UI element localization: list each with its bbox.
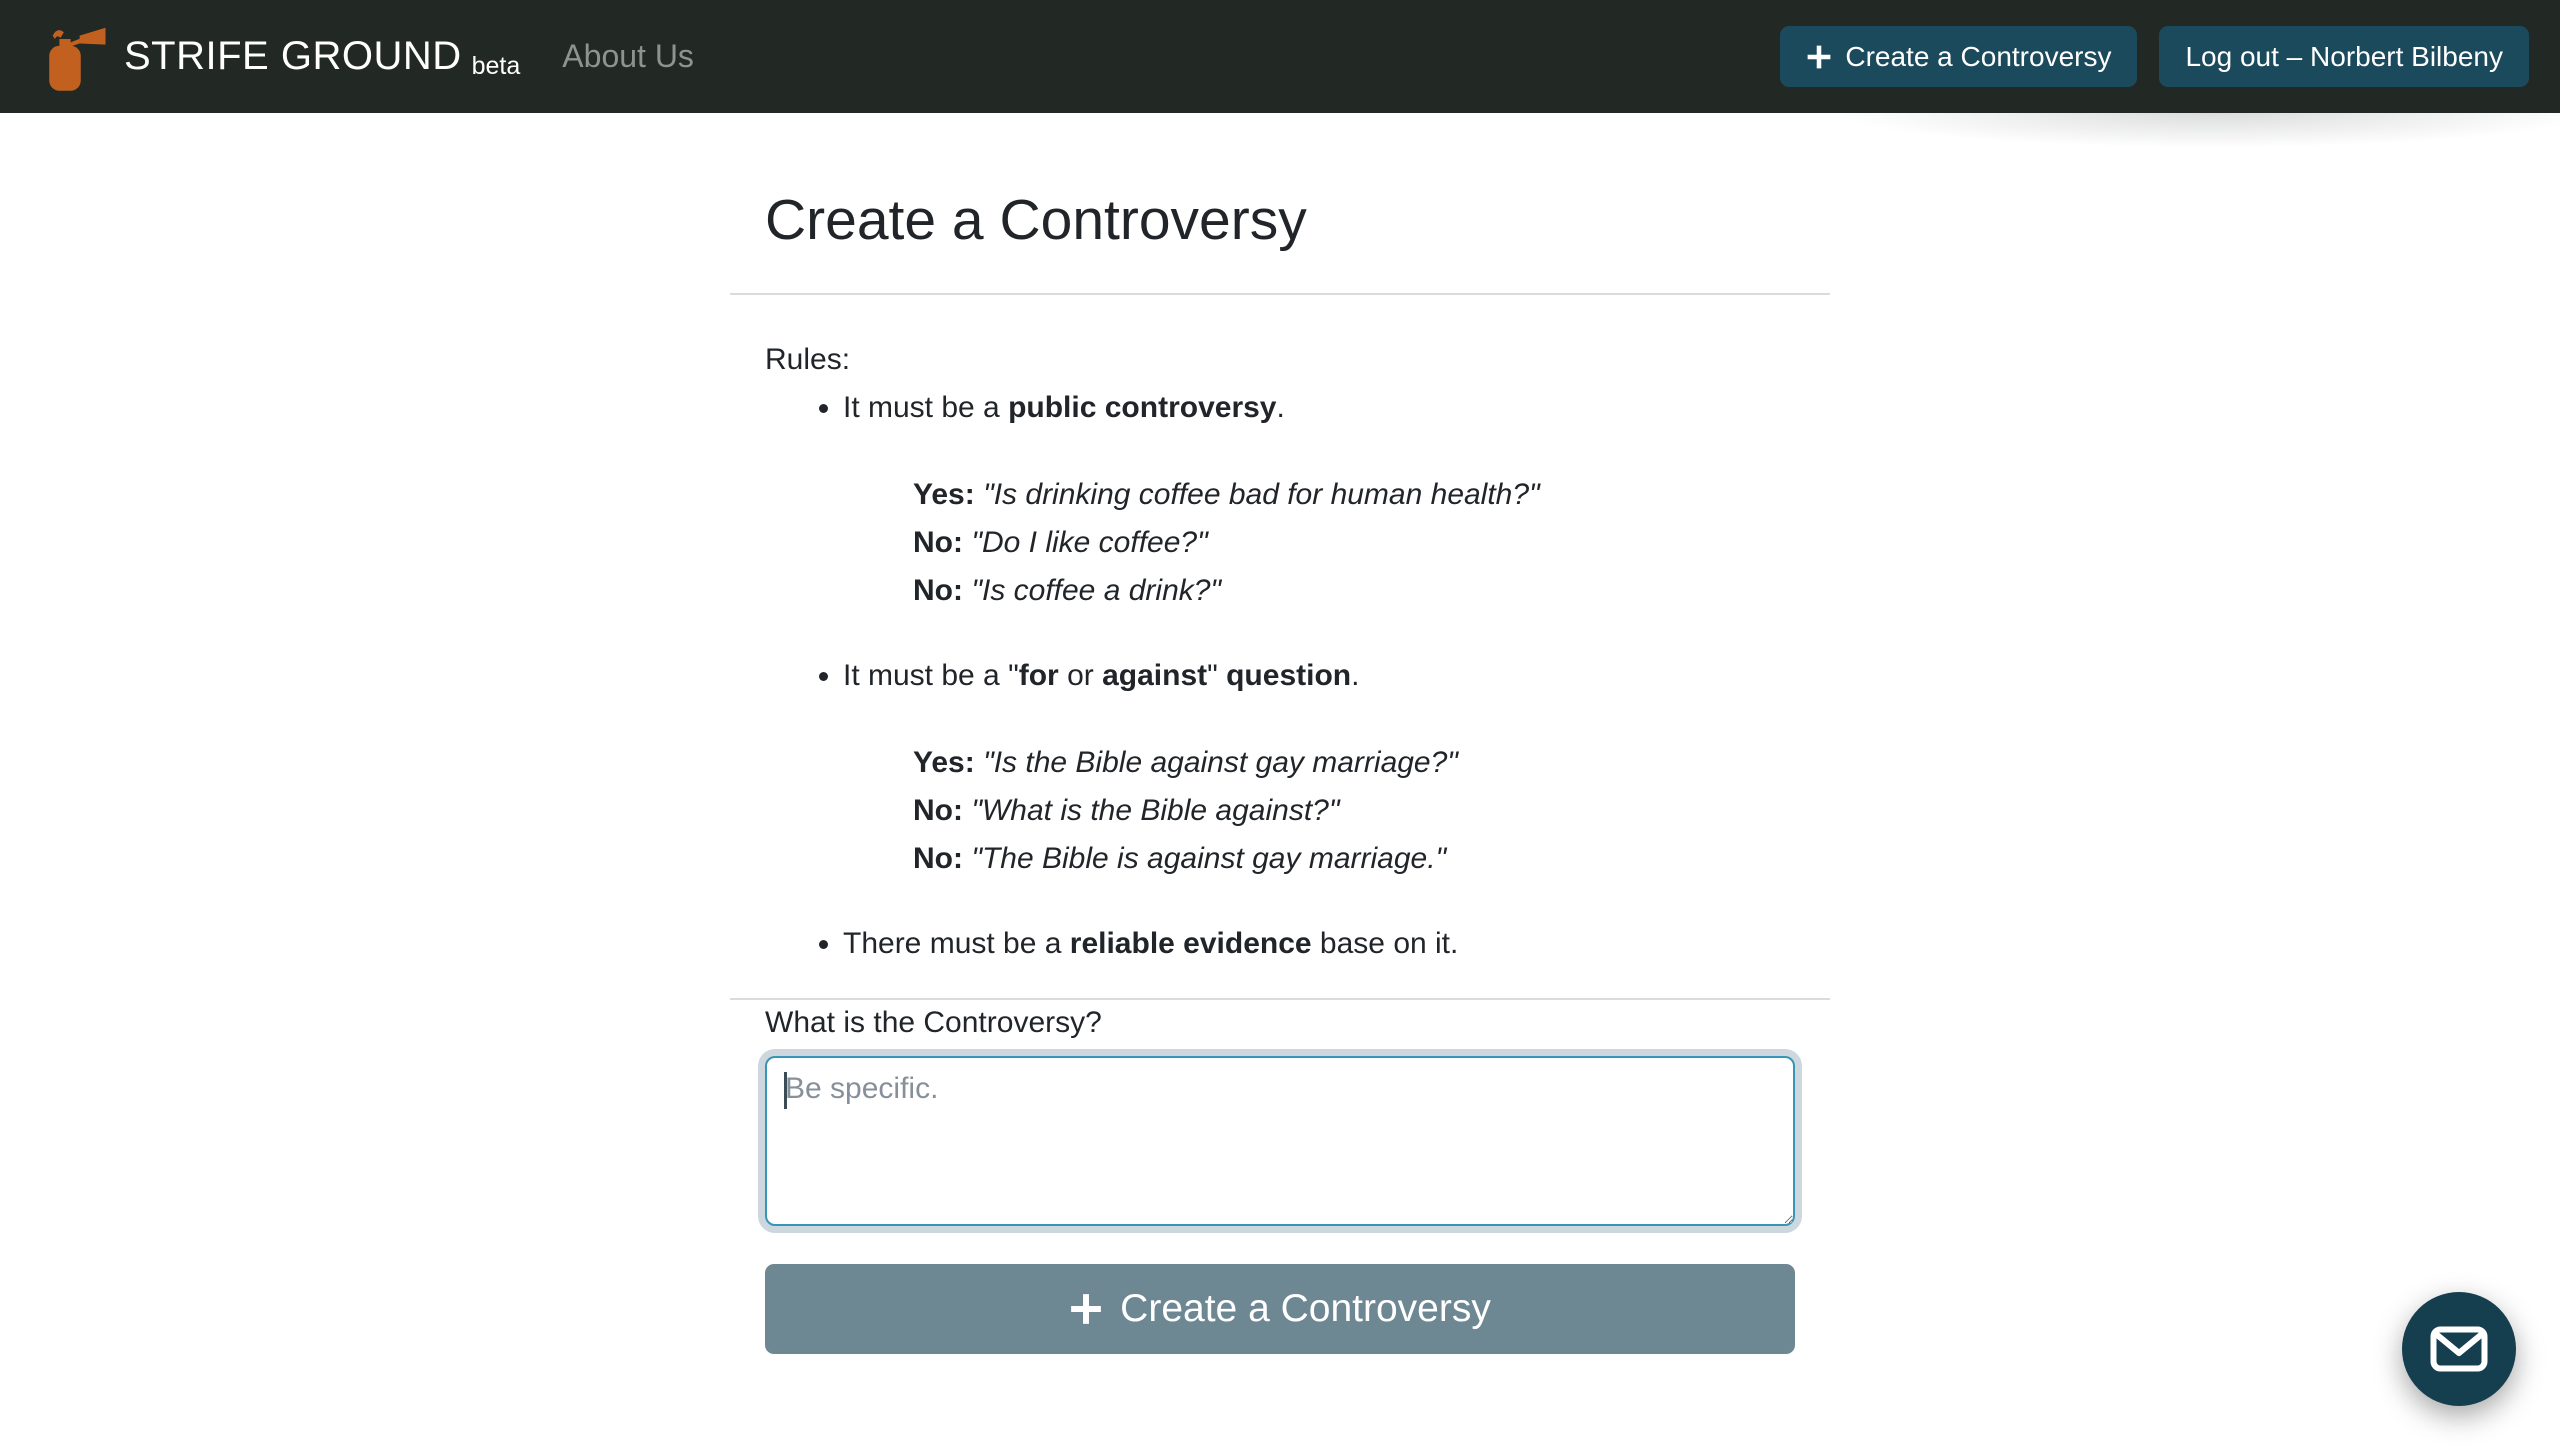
create-controversy-page (730, 187, 1830, 1394)
plus-icon (1806, 44, 1832, 70)
example-quote: "Do I like coffee?" (971, 526, 1208, 559)
divider-top (730, 293, 1830, 295)
rule-examples (913, 471, 1795, 615)
nav-create-controversy-button[interactable] (1780, 26, 2137, 87)
brand-beta-tag: beta (471, 52, 521, 80)
example-line (913, 471, 1795, 519)
logout-button-label: Log out – Norbert Bilbeny (2185, 40, 2503, 72)
example-line (913, 567, 1795, 615)
navbar-actions (1780, 26, 2529, 87)
brand-name: STRIFE GROUND (124, 34, 462, 78)
example-quote: "What is the Bible against?" (971, 794, 1340, 827)
example-label: No: (913, 526, 963, 559)
navbar (0, 0, 2560, 113)
controversy-question-label: What is the Controversy? (765, 1006, 1102, 1039)
rule-examples (913, 739, 1795, 883)
rule-item (843, 385, 1795, 615)
rule-text: • There must be a reliable evidence base on it. (843, 927, 1459, 960)
controversy-textarea[interactable] (765, 1056, 1795, 1226)
page-title: Create a Controversy (765, 188, 1307, 252)
logout-button[interactable] (2159, 26, 2529, 87)
submit-button-label: Create a Controversy (1120, 1287, 1491, 1330)
example-line (913, 519, 1795, 567)
rule-item (843, 921, 1795, 966)
example-line (913, 739, 1795, 787)
rule-text: • It must be a "for or against" question. (843, 659, 1360, 692)
rules-list (765, 385, 1795, 966)
navbar-dropdown-shadow (1790, 113, 2560, 159)
rules-label: Rules: (765, 343, 851, 376)
example-quote: "Is coffee a drink?" (971, 574, 1222, 607)
nav-create-button-label: Create a Controversy (1845, 40, 2112, 72)
nav-link-about-us[interactable]: About Us (562, 38, 694, 74)
envelope-icon (2430, 1326, 2488, 1372)
example-label: No: (913, 794, 963, 827)
create-controversy-form (765, 1000, 1795, 1354)
rule-item (843, 653, 1795, 883)
plus-icon (1069, 1292, 1103, 1326)
example-quote: "The Bible is against gay marriage." (971, 842, 1447, 875)
submit-create-controversy-button[interactable] (765, 1264, 1795, 1354)
example-quote: "Is the Bible against gay marriage?" (983, 746, 1458, 779)
example-line (913, 835, 1795, 883)
example-label: Yes: (913, 478, 975, 511)
example-label: Yes: (913, 746, 975, 779)
example-line (913, 787, 1795, 835)
fire-extinguisher-logo-icon (38, 21, 110, 93)
brand-logo[interactable] (38, 21, 520, 93)
contact-mail-fab[interactable] (2402, 1292, 2516, 1406)
rule-text: • It must be a public controversy. (843, 391, 1285, 424)
controversy-textarea-wrap (765, 1056, 1795, 1226)
example-label: No: (913, 574, 963, 607)
example-quote: "Is drinking coffee bad for human health?" (983, 478, 1540, 511)
example-label: No: (913, 842, 963, 875)
